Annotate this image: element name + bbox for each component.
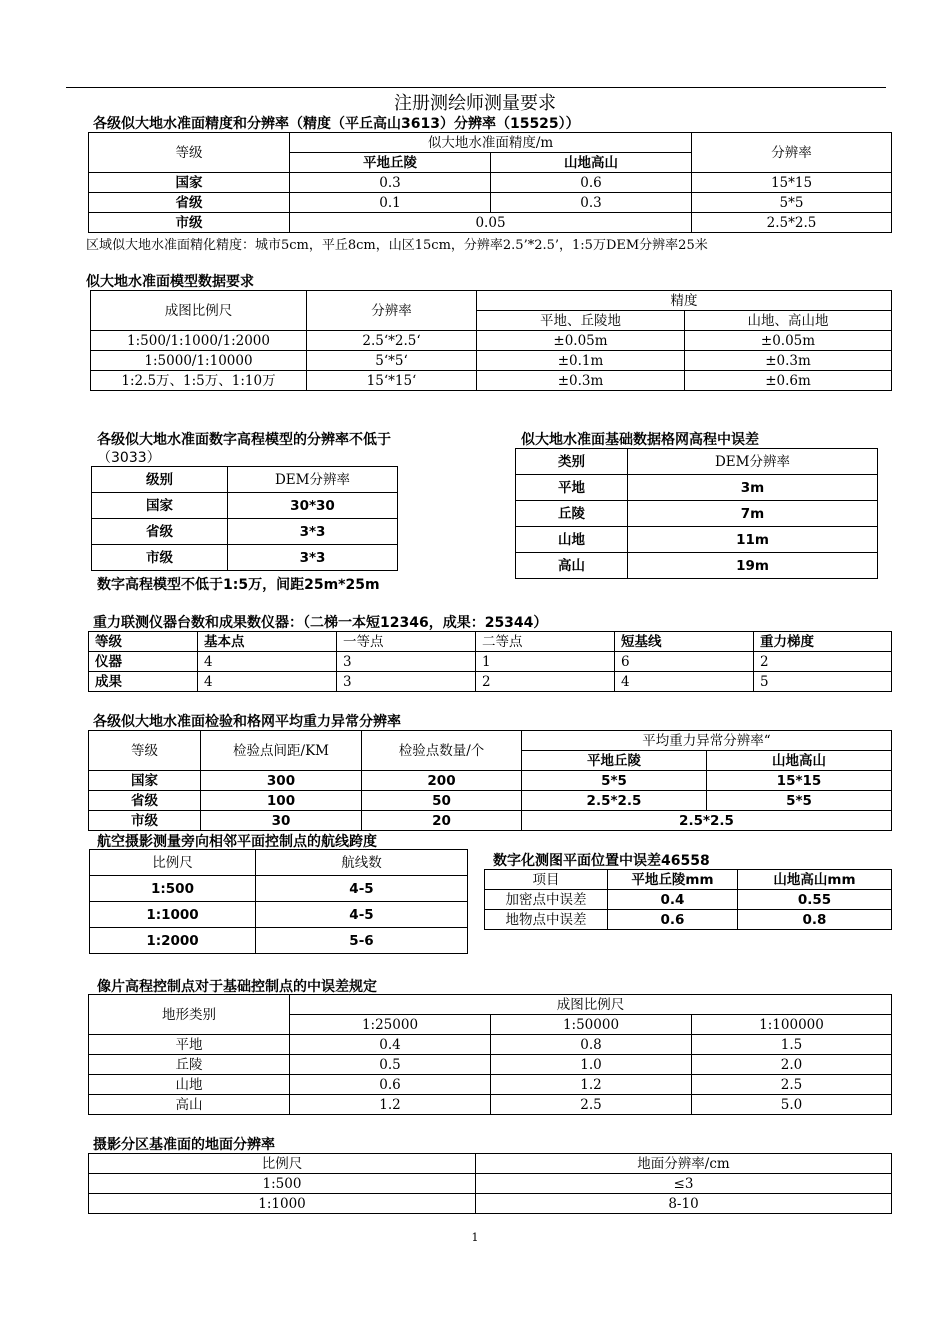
s9-cell: 2.0: [692, 1055, 892, 1075]
s6-cell: 国家: [89, 771, 201, 791]
s2-cell: ±0.3m: [685, 351, 892, 371]
table-row: [516, 527, 878, 553]
s5-h: 基本点: [198, 632, 337, 652]
table-row: [90, 902, 468, 928]
table-row: [91, 351, 892, 371]
table-row: [90, 876, 468, 902]
s9-cell: 平地: [89, 1035, 290, 1055]
s6-h-grade: 等级: [89, 731, 201, 771]
s9-table: [88, 994, 892, 1115]
table-row: [92, 519, 398, 545]
s5-cell: 3: [337, 672, 476, 692]
s10-cell: 1:500: [89, 1174, 476, 1194]
s6-h-flat: 平地丘陵: [522, 751, 707, 771]
s2-cell: ±0.6m: [685, 371, 892, 391]
s5-cell: 3: [337, 652, 476, 672]
s6-cell: 2.5*2.5: [522, 791, 707, 811]
s3-cell: 国家: [92, 493, 228, 519]
s8-cell: 0.8: [738, 910, 892, 930]
s5-h: 重力梯度: [754, 632, 892, 652]
s2-cell: 1:500/1:1000/1:2000: [91, 331, 307, 351]
s8-h-mountain: 山地高山mm: [738, 870, 892, 890]
s2-h-scale: 成图比例尺: [91, 291, 307, 331]
s6-h-count: 检验点数量/个: [362, 731, 522, 771]
s1-cell: 0.1: [290, 193, 491, 213]
page-number: 1: [471, 1231, 479, 1244]
s9-cell: 0.4: [290, 1035, 491, 1055]
s7-h-lines: 航线数: [256, 850, 468, 876]
s10-table: [88, 1153, 892, 1214]
s8-cell: 加密点中误差: [485, 890, 608, 910]
s7-cell: 1:500: [90, 876, 256, 902]
s6-table: [88, 730, 892, 831]
s1-cell: 2.5*2.5: [692, 213, 892, 233]
s1-cell: 0.3: [491, 193, 692, 213]
s2-h-mountain: 山地、高山地: [685, 311, 892, 331]
table-row: [89, 1095, 892, 1115]
s5-heading: 重力联测仪器台数和成果数仪器：（二梯一本短12346，成果：25344）: [93, 615, 548, 631]
s2-cell: ±0.05m: [685, 331, 892, 351]
s10-cell: 8-10: [476, 1194, 892, 1214]
s7-cell: 1:1000: [90, 902, 256, 928]
s2-table: [90, 290, 892, 391]
s4-heading: 似大地水准面基础数据格网高程中误差: [521, 432, 759, 448]
s3-cell: 3*3: [228, 519, 398, 545]
table-row: [90, 928, 468, 954]
s6-cell: 市级: [89, 811, 201, 831]
s6-cell: 300: [201, 771, 362, 791]
s4-cell: 7m: [628, 501, 878, 527]
table-row: [89, 771, 892, 791]
s3-cell: 3*3: [228, 545, 398, 571]
table-row: [91, 371, 892, 391]
s4-table: [515, 448, 878, 579]
s8-cell: 0.6: [608, 910, 738, 930]
table-row: [89, 1194, 892, 1214]
s5-h: 等级: [89, 632, 198, 652]
s1-cell: 0.05: [290, 213, 692, 233]
s2-cell: 1:2.5万、1:5万、1:10万: [91, 371, 307, 391]
s2-cell: 1:5000/1:10000: [91, 351, 307, 371]
s9-cell: 丘陵: [89, 1055, 290, 1075]
s5-cell: 4: [198, 652, 337, 672]
s1-cell: 省级: [89, 193, 290, 213]
s1-table: [88, 132, 892, 233]
s2-heading: 似大地水准面模型数据要求: [86, 274, 254, 290]
header-rule: [66, 87, 886, 88]
s10-h-scale: 比例尺: [89, 1154, 476, 1174]
table-row: [89, 1075, 892, 1095]
s6-h-spacing: 检验点间距/KM: [201, 731, 362, 771]
s5-h: 二等点: [476, 632, 615, 652]
s5-cell: 1: [476, 652, 615, 672]
s6-cell: 100: [201, 791, 362, 811]
s9-cell: 1.2: [491, 1075, 692, 1095]
s6-cell: 2.5*2.5: [522, 811, 892, 831]
s10-cell: ≤3: [476, 1174, 892, 1194]
s5-cell: 6: [615, 652, 754, 672]
s5-cell: 2: [754, 652, 892, 672]
s3-cell: 省级: [92, 519, 228, 545]
s3-heading: 各级似大地水准面数字高程模型的分辨率不低于: [97, 432, 391, 448]
s8-cell: 0.4: [608, 890, 738, 910]
s8-table: [484, 869, 892, 930]
s3-heading-code: （3033）: [97, 450, 161, 466]
s6-h-mountain: 山地高山: [707, 751, 892, 771]
s9-cell: 山地: [89, 1075, 290, 1095]
s2-h-flat: 平地、丘陵地: [477, 311, 685, 331]
table-row: [89, 811, 892, 831]
s2-cell: ±0.05m: [477, 331, 685, 351]
s10-heading: 摄影分区基准面的地面分辨率: [93, 1137, 275, 1153]
s9-cell: 5.0: [692, 1095, 892, 1115]
s7-cell: 4-5: [256, 902, 468, 928]
table-row: [92, 493, 398, 519]
s6-cell: 15*15: [707, 771, 892, 791]
s4-cell: 平地: [516, 475, 628, 501]
s6-cell: 省级: [89, 791, 201, 811]
s1-cell: 市级: [89, 213, 290, 233]
s1-cell: 5*5: [692, 193, 892, 213]
s1-note: 区域似大地水准面精化精度：城市5cm，平丘8cm，山区15cm，分辨率2.5’*2.5’，1:5万DEM分辨率25米: [86, 238, 708, 253]
table-row: [89, 1055, 892, 1075]
s4-cell: 丘陵: [516, 501, 628, 527]
s7-cell: 4-5: [256, 876, 468, 902]
s4-cell: 高山: [516, 553, 628, 579]
table-row: [89, 791, 892, 811]
table-row: [485, 910, 892, 930]
s4-cell: 山地: [516, 527, 628, 553]
s3-h-dem: DEM分辨率: [228, 467, 398, 493]
s1-h-precision: 似大地水准面精度/m: [290, 133, 692, 153]
s5-cell: 2: [476, 672, 615, 692]
s5-cell: 仪器: [89, 652, 198, 672]
s9-cell: 0.6: [290, 1075, 491, 1095]
s9-cell: 高山: [89, 1095, 290, 1115]
s1-h-grade: 等级: [89, 133, 290, 173]
s9-cell: 0.8: [491, 1035, 692, 1055]
s1-heading: 各级似大地水准面精度和分辨率（精度（平丘高山3613）分辨率（15525））: [93, 116, 580, 132]
s10-h-res: 地面分辨率/cm: [476, 1154, 892, 1174]
s9-h-scale: 成图比例尺: [290, 995, 892, 1015]
s9-h-terrain: 地形类别: [89, 995, 290, 1035]
s5-table: [88, 631, 892, 692]
s5-cell: 5: [754, 672, 892, 692]
s9-cell: 0.5: [290, 1055, 491, 1075]
s1-h-resolution: 分辨率: [692, 133, 892, 173]
s8-h-item: 项目: [485, 870, 608, 890]
s6-cell: 20: [362, 811, 522, 831]
s9-h-scale-2: 1:50000: [491, 1015, 692, 1035]
s9-cell: 2.5: [692, 1075, 892, 1095]
s1-cell: 0.6: [491, 173, 692, 193]
s4-h-dem: DEM分辨率: [628, 449, 878, 475]
s9-h-scale-1: 1:25000: [290, 1015, 491, 1035]
s5-h: 一等点: [337, 632, 476, 652]
table-row: [89, 1174, 892, 1194]
s4-cell: 19m: [628, 553, 878, 579]
s5-cell: 成果: [89, 672, 198, 692]
table-row: [516, 501, 878, 527]
s5-cell: 4: [615, 672, 754, 692]
table-row: [89, 193, 892, 213]
s4-cell: 3m: [628, 475, 878, 501]
s6-cell: 30: [201, 811, 362, 831]
s8-cell: 0.55: [738, 890, 892, 910]
s5-cell: 4: [198, 672, 337, 692]
s4-h-type: 类别: [516, 449, 628, 475]
s9-cell: 1.5: [692, 1035, 892, 1055]
s5-h: 短基线: [615, 632, 754, 652]
s3-h-level: 级别: [92, 467, 228, 493]
s1-cell: 国家: [89, 173, 290, 193]
page-title: 注册测绘师测量要求: [394, 93, 556, 114]
table-row: [89, 652, 892, 672]
s6-cell: 5*5: [707, 791, 892, 811]
s2-cell: 15‘*15‘: [307, 371, 477, 391]
s7-cell: 5-6: [256, 928, 468, 954]
table-row: [485, 890, 892, 910]
table-row: [516, 475, 878, 501]
s4-cell: 11m: [628, 527, 878, 553]
s9-cell: 2.5: [491, 1095, 692, 1115]
s9-heading: 像片高程控制点对于基础控制点的中误差规定: [97, 979, 377, 995]
s7-cell: 1:2000: [90, 928, 256, 954]
s9-cell: 1.0: [491, 1055, 692, 1075]
table-row: [89, 173, 892, 193]
s6-cell: 200: [362, 771, 522, 791]
s10-cell: 1:1000: [89, 1194, 476, 1214]
s2-h-prec: 精度: [477, 291, 892, 311]
s9-h-scale-3: 1:100000: [692, 1015, 892, 1035]
s8-cell: 地物点中误差: [485, 910, 608, 930]
s8-heading: 数字化测图平面位置中误差46558: [493, 853, 710, 869]
s6-cell: 5*5: [522, 771, 707, 791]
s2-cell: ±0.1m: [477, 351, 685, 371]
s6-heading: 各级似大地水准面检验和格网平均重力异常分辨率: [93, 714, 401, 730]
s2-cell: ±0.3m: [477, 371, 685, 391]
s1-h-mountain: 山地高山: [491, 153, 692, 173]
s3-note: 数字高程模型不低于1:5万，间距25m*25m: [97, 577, 380, 593]
s6-h-gravity: 平均重力异常分辨率“: [522, 731, 892, 751]
s7-h-scale: 比例尺: [90, 850, 256, 876]
table-row: [89, 1035, 892, 1055]
s3-table: [91, 466, 398, 571]
table-row: [516, 553, 878, 579]
s6-cell: 50: [362, 791, 522, 811]
s7-heading: 航空摄影测量旁向相邻平面控制点的航线跨度: [97, 834, 377, 850]
table-row: [92, 545, 398, 571]
s1-cell: 15*15: [692, 173, 892, 193]
table-row: [89, 672, 892, 692]
s2-h-res: 分辨率: [307, 291, 477, 331]
s7-table: [89, 849, 468, 954]
s1-h-flat: 平地丘陵: [290, 153, 491, 173]
s3-cell: 30*30: [228, 493, 398, 519]
s3-cell: 市级: [92, 545, 228, 571]
s1-cell: 0.3: [290, 173, 491, 193]
table-row: [91, 331, 892, 351]
s9-cell: 1.2: [290, 1095, 491, 1115]
s8-h-flat: 平地丘陵mm: [608, 870, 738, 890]
s2-cell: 5‘*5‘: [307, 351, 477, 371]
table-row: [89, 213, 892, 233]
s2-cell: 2.5‘*2.5‘: [307, 331, 477, 351]
